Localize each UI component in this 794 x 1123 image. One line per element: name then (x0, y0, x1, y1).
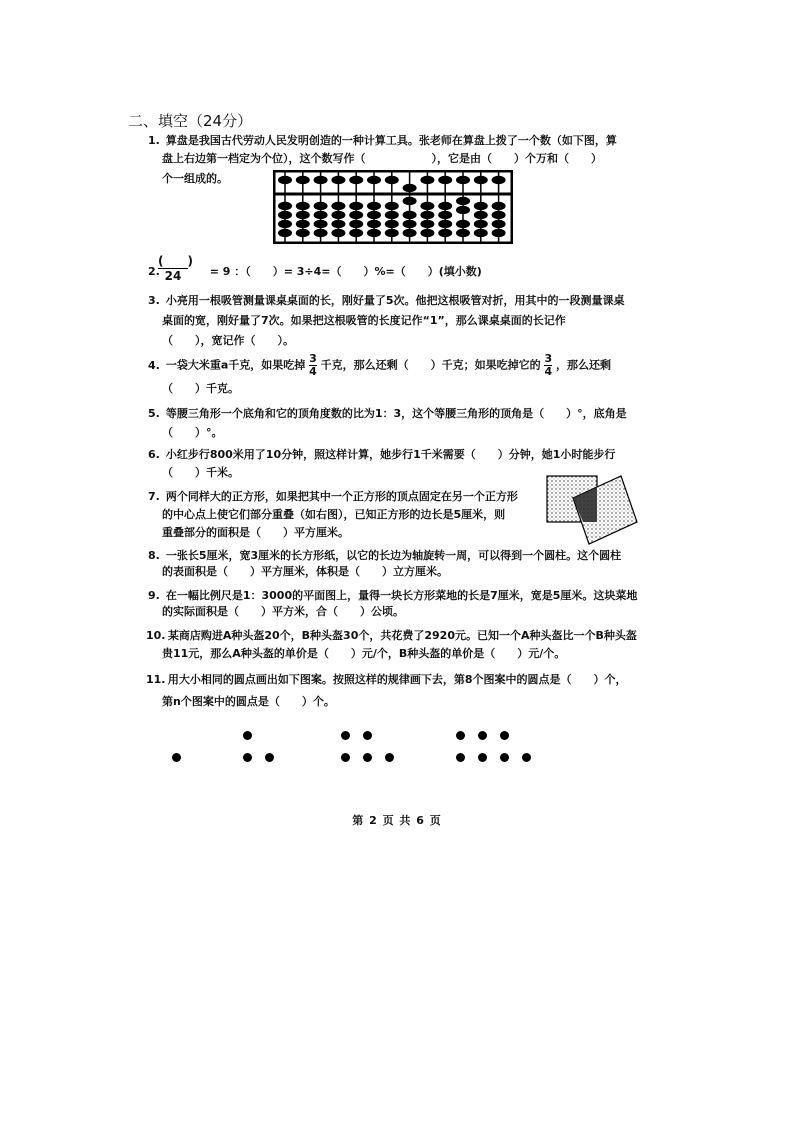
question-number: 5. (148, 407, 160, 420)
abacus-bead (474, 176, 488, 184)
abacus-bead (278, 220, 292, 228)
abacus-bead (438, 176, 452, 184)
abacus-bead (349, 202, 363, 210)
question-text: 小亮用一根吸管测量课桌桌面的长，刚好量了5次。他把这根吸管对折，用其中的一段测量课桌 (165, 294, 625, 307)
abacus-bead (474, 229, 488, 237)
abacus-bead (331, 211, 345, 219)
abacus-bead (403, 211, 417, 219)
question-text: （ ）°。 (162, 426, 223, 439)
question-number: 4. (148, 358, 160, 372)
question-number: 11. (146, 673, 166, 686)
abacus-bead (474, 211, 488, 219)
abacus-bead (385, 220, 399, 228)
abacus-bead (367, 211, 381, 219)
abacus-bead (331, 229, 345, 237)
fraction-numerator: ( ) (158, 254, 193, 268)
question-2 (148, 261, 648, 282)
question-number: 9. (148, 589, 160, 602)
abacus-bead (456, 206, 470, 214)
question-text: 重叠部分的面积是（ ）平方厘米。 (162, 526, 349, 539)
abacus-bead (296, 202, 310, 210)
abacus-bead (296, 229, 310, 237)
question-number: 6. (148, 448, 160, 461)
abacus-bead (385, 211, 399, 219)
abacus-bead (367, 202, 381, 210)
abacus-bead (349, 176, 363, 184)
question-number: 1. (148, 134, 160, 147)
question-text: （ ）千克。 (162, 382, 239, 395)
question-text: 盘上右边第一档定为个位），这个数写作（ ），它是由（ ）个万和（ ） (162, 152, 602, 165)
abacus-figure (273, 170, 513, 244)
abacus-bead (314, 202, 328, 210)
pattern-dot (478, 731, 487, 740)
page-footer: 第 2 页 共 6 页 (352, 814, 442, 827)
abacus-bead (367, 176, 381, 184)
question-text: 小红步行800米用了10分钟，照这样计算，她步行1千米需要（ ）分钟，她1小时能步行 (165, 448, 616, 461)
abacus-bead (403, 197, 417, 205)
abacus-bead (385, 229, 399, 237)
abacus-bead (278, 211, 292, 219)
pattern-dot (456, 753, 465, 762)
question-1 (148, 130, 648, 151)
question-text: 等腰三角形一个底角和它的顶角度数的比为1：3，这个等腰三角形的顶角是（ ）°，底角是 (165, 407, 627, 420)
question-text: 第n个图案中的圆点是（ ）个。 (162, 695, 335, 708)
fraction (309, 353, 317, 378)
abacus-bead (456, 176, 470, 184)
question-text: 算盘是我国古代劳动人民发明创造的一种计算工具。张老师在算盘上拨了一个数（如下图，算 (165, 134, 617, 147)
fraction-numerator: 3 (309, 352, 317, 365)
fraction (544, 353, 552, 378)
abacus-bead (456, 220, 470, 228)
question-5 (148, 403, 648, 424)
fraction-denominator: 24 (164, 269, 182, 283)
abacus-bead (456, 229, 470, 237)
question-number: 2. (148, 265, 160, 278)
question-text: ，那么还剩 (555, 358, 611, 372)
abacus-bead (331, 176, 345, 184)
abacus-bead (420, 229, 434, 237)
question-text: 某商店购进A种头盔20个，B种头盔30个，共花费了2920元。已知一个A种头盔比一个B种头盔 (167, 629, 637, 642)
abacus-bead (349, 229, 363, 237)
pattern-dot (385, 753, 394, 762)
question-text: 千克，那么还剩（ ）千克；如果吃掉它的 (320, 358, 541, 372)
pattern-dot (243, 731, 252, 740)
pattern-dot (172, 753, 181, 762)
question-number: 8. (148, 549, 160, 562)
question-text: 的实际面积是（ ）平方米，合（ ）公顷。 (162, 605, 404, 618)
question-text: 两个同样大的正方形，如果把其中一个正方形的顶点固定在另一个正方形 (165, 490, 518, 503)
abacus-bead (331, 202, 345, 210)
question-4 (148, 353, 668, 378)
abacus-bead (492, 176, 506, 184)
question-text: 桌面的宽，刚好量了7次。如果把这根吸管的长度记作“1”，那么课桌桌面的长记作 (162, 314, 566, 327)
abacus-bead (456, 197, 470, 205)
abacus-bead (314, 220, 328, 228)
abacus-bead (474, 220, 488, 228)
abacus-bead (420, 211, 434, 219)
question-text: 的表面积是（ ）平方厘米，体积是（ ）立方厘米。 (162, 565, 448, 578)
pattern-dot (341, 753, 350, 762)
pattern-dot (500, 731, 509, 740)
abacus-bead (420, 202, 434, 210)
question-text: （ ），宽记作（ ）。 (162, 334, 294, 347)
abacus-bead (278, 176, 292, 184)
abacus-bead (403, 184, 417, 192)
abacus-bead (278, 202, 292, 210)
abacus-bead (367, 229, 381, 237)
pattern-dot (243, 753, 252, 762)
abacus-bead (296, 220, 310, 228)
question-text: 在一幅比例尺是1：3000的平面图上，量得一块长方形菜地的长是7厘米，宽是5厘米。这块菜地 (165, 589, 638, 602)
abacus-bead (492, 202, 506, 210)
abacus-bead (474, 202, 488, 210)
section-title: 二、填空（24分） (128, 112, 253, 130)
question-7 (148, 486, 538, 507)
abacus-bead (492, 220, 506, 228)
abacus-bead (420, 176, 434, 184)
abacus-bead (349, 220, 363, 228)
question-text: 一张长5厘米，宽3厘米的长方形纸，以它的长边为轴旋转一周，可以得到一个圆柱。这个圆柱 (165, 549, 622, 562)
question-10 (146, 625, 646, 646)
abacus-bead (438, 220, 452, 228)
question-number: 7. (148, 490, 160, 503)
abacus-bead (438, 202, 452, 210)
abacus-bead (296, 176, 310, 184)
abacus-bead (403, 229, 417, 237)
abacus-bead (492, 229, 506, 237)
abacus-bead (385, 202, 399, 210)
question-text: 个一组成的。 (162, 172, 228, 185)
question-11 (146, 669, 646, 690)
abacus-bead (438, 211, 452, 219)
question-3 (148, 290, 648, 311)
fraction-numerator: 3 (544, 352, 553, 365)
question-text: 的中心点上使它们部分重叠（如右图），已知正方形的边长是5厘米，则 (162, 508, 506, 521)
question-6 (148, 444, 648, 465)
abacus-bead (296, 211, 310, 219)
pattern-dot (265, 753, 274, 762)
abacus-bead (367, 220, 381, 228)
abacus-bead (438, 229, 452, 237)
pattern-dot (341, 731, 350, 740)
question-text: 贵11元，那么A种头盔的单价是（ ）元/个，B种头盔的单价是（ ）元/个。 (162, 647, 566, 660)
question-text: （ ）千米。 (162, 466, 239, 479)
question-text: 一袋大米重a千克，如果吃掉 (165, 358, 306, 372)
abacus-bead (314, 229, 328, 237)
abacus-bead (492, 211, 506, 219)
question-number: 10. (146, 629, 166, 642)
abacus-bead (403, 220, 417, 228)
abacus-bead (278, 229, 292, 237)
fraction-denominator: 4 (309, 365, 317, 378)
abacus-bead (314, 176, 328, 184)
pattern-dot (363, 753, 372, 762)
pattern-dot (522, 753, 531, 762)
pattern-dot (363, 731, 372, 740)
pattern-dot (456, 731, 465, 740)
question-text: = 9 ：（ ）= 3÷4=（ ）%=（ ）(填小数) (209, 265, 482, 278)
abacus-bead (385, 176, 399, 184)
abacus-bead (331, 220, 345, 228)
fraction-denominator: 4 (544, 365, 553, 378)
abacus-bead (314, 211, 328, 219)
abacus-bead (420, 220, 434, 228)
pattern-dot (478, 753, 487, 762)
question-text: 用大小相同的圆点画出如下图案。按照这样的规律画下去，第8个图案中的圆点是（ ）个， (167, 673, 627, 686)
question-number: 3. (148, 294, 160, 307)
abacus-bead (349, 211, 363, 219)
pattern-dot (500, 753, 509, 762)
overlapping-squares-figure (543, 472, 639, 550)
